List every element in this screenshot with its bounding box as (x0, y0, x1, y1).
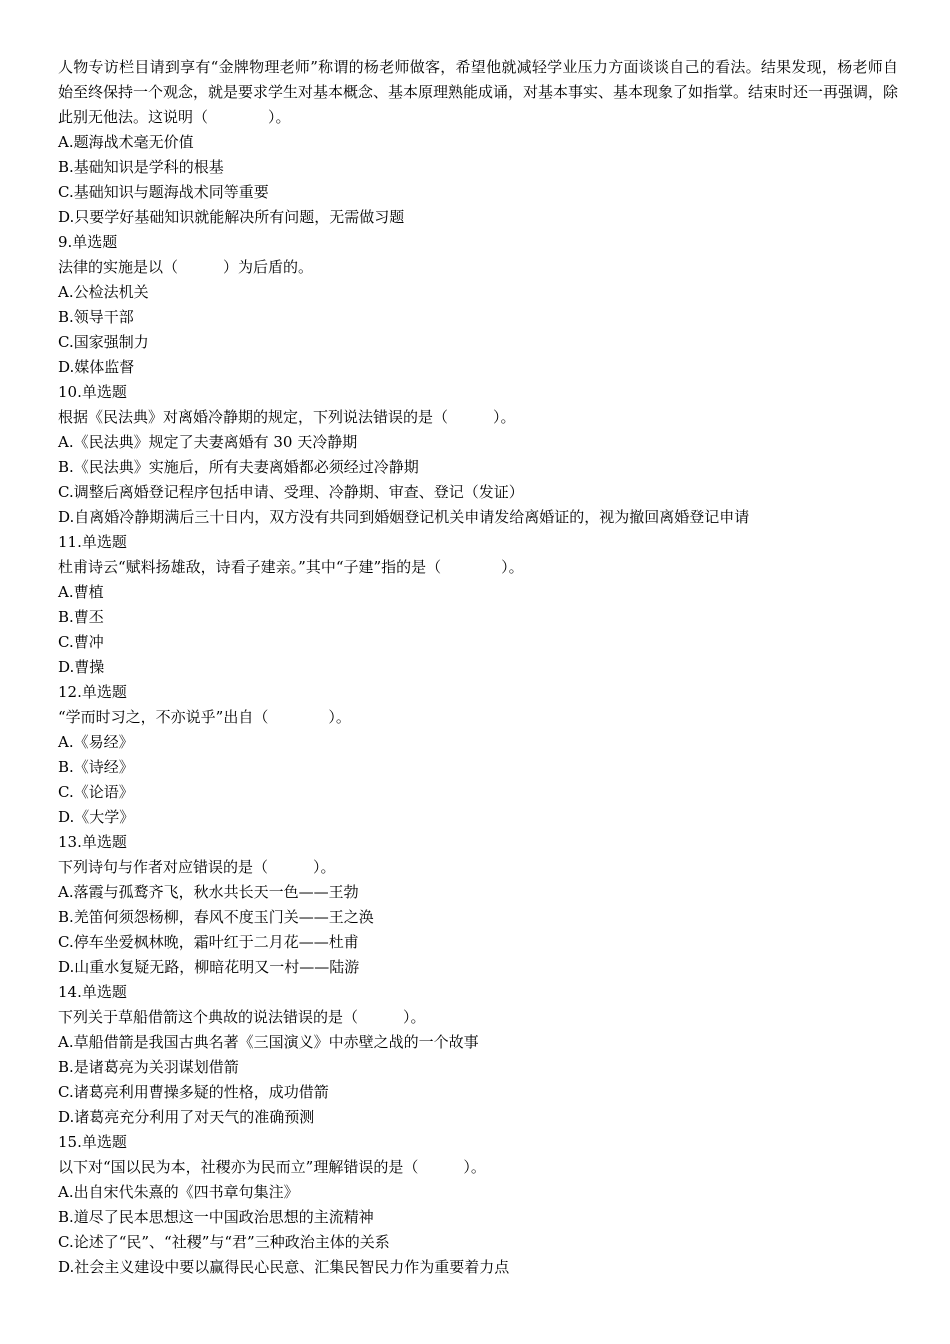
question-heading: 9.单选题 (58, 233, 118, 251)
option-c: C.国家强制力 (58, 333, 149, 351)
option-a: A.《易经》 (58, 733, 134, 751)
option-c: C.曹冲 (58, 633, 104, 651)
option-b: B.曹丕 (58, 608, 104, 626)
option-c: C.诸葛亮利用曹操多疑的性格，成功借箭 (58, 1083, 329, 1101)
question-stem: 法律的实施是以（ ）为后盾的。 (58, 258, 314, 276)
option-d: D.诸葛亮充分利用了对天气的准确预测 (58, 1108, 315, 1126)
question-13-block (58, 830, 898, 980)
option-a: A.曹植 (58, 583, 104, 601)
option-d: D.《大学》 (58, 808, 135, 826)
question-stem: 人物专访栏目请到享有“金牌物理老师”称谓的杨老师做客，希望他就减轻学业压力方面谈谈自己的看法。结果发现，杨老师自始至终保持一个观念，就是要求学生对基本概念、基本原理熟能成诵，对基本事实、基本现象了如指掌。结束时还一再强调，除此别无他法。这说明（ ）。 (58, 58, 899, 126)
question-stem: 下列诗句与作者对应错误的是（ ）。 (58, 858, 336, 876)
question-11-block (58, 530, 898, 680)
question-14-block (58, 980, 898, 1130)
question-8-block (58, 55, 898, 230)
question-15-block (58, 1130, 898, 1280)
option-a: A.落霞与孤鹜齐飞，秋水共长天一色——王勃 (58, 883, 359, 901)
option-c: C.调整后离婚登记程序包括申请、受理、冷静期、审查、登记（发证） (58, 483, 524, 501)
option-d: D.只要学好基础知识就能解决所有问题，无需做习题 (58, 208, 405, 226)
option-b: B.《民法典》实施后，所有夫妻离婚都必须经过冷静期 (58, 458, 419, 476)
question-stem: 根据《民法典》对离婚冷静期的规定，下列说法错误的是（ ）。 (58, 408, 516, 426)
question-10-block (58, 380, 898, 530)
option-b: B.是诸葛亮为关羽谋划借箭 (58, 1058, 239, 1076)
option-a: A.《民法典》规定了夫妻离婚有 30 天冷静期 (58, 433, 358, 451)
option-b: B.基础知识是学科的根基 (58, 158, 224, 176)
question-12-block (58, 680, 898, 830)
option-b: B.道尽了民本思想这一中国政治思想的主流精神 (58, 1208, 374, 1226)
option-a: A.草船借箭是我国古典名著《三国演义》中赤壁之战的一个故事 (58, 1033, 479, 1051)
option-b: B.羌笛何须怨杨柳，春风不度玉门关——王之涣 (58, 908, 374, 926)
option-b: B.《诗经》 (58, 758, 134, 776)
question-9-block (58, 230, 898, 380)
option-d: D.曹操 (58, 658, 105, 676)
option-d: D.社会主义建设中要以赢得民心民意、汇集民智民力作为重要着力点 (58, 1258, 510, 1276)
option-b: B.领导干部 (58, 308, 134, 326)
question-stem: 杜甫诗云“赋料扬雄敌，诗看子建亲。”其中“子建”指的是（ ）。 (58, 558, 524, 576)
question-heading: 11.单选题 (58, 533, 127, 551)
question-heading: 14.单选题 (58, 983, 127, 1001)
option-d: D.自离婚冷静期满后三十日内，双方没有共同到婚姻登记机关申请发给离婚证的，视为撤回离婚登记申请 (58, 508, 750, 526)
question-stem: “学而时习之，不亦说乎”出自（ ）。 (58, 708, 351, 726)
option-c: C.停车坐爱枫林晚，霜叶红于二月花——杜甫 (58, 933, 359, 951)
option-d: D.山重水复疑无路，柳暗花明又一村——陆游 (58, 958, 360, 976)
question-heading: 13.单选题 (58, 833, 127, 851)
option-a: A.题海战术毫无价值 (58, 133, 194, 151)
option-c: C.论述了“民”、“社稷”与“君”三种政治主体的关系 (58, 1233, 390, 1251)
option-a: A.公检法机关 (58, 283, 149, 301)
question-stem: 下列关于草船借箭这个典故的说法错误的是（ ）。 (58, 1008, 426, 1026)
exam-page (58, 55, 898, 1280)
option-c: C.基础知识与题海战术同等重要 (58, 183, 269, 201)
question-heading: 12.单选题 (58, 683, 127, 701)
question-stem: 以下对“国以民为本，社稷亦为民而立”理解错误的是（ ）。 (58, 1158, 486, 1176)
option-a: A.出自宋代朱熹的《四书章句集注》 (58, 1183, 299, 1201)
question-heading: 10.单选题 (58, 383, 127, 401)
option-d: D.媒体监督 (58, 358, 135, 376)
option-c: C.《论语》 (58, 783, 134, 801)
question-heading: 15.单选题 (58, 1133, 127, 1151)
